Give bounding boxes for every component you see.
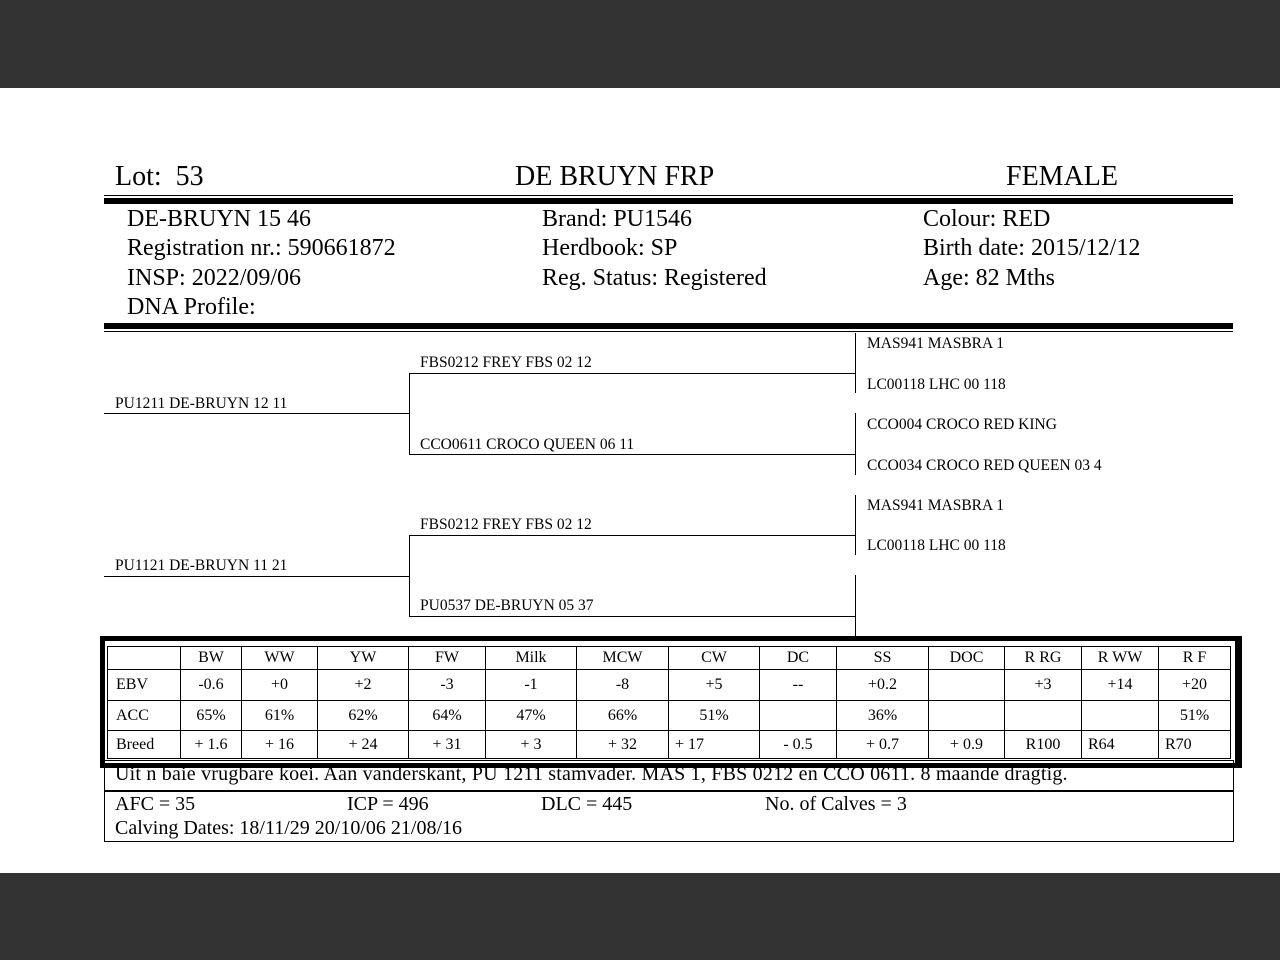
breed-cell: R70 bbox=[1159, 731, 1231, 759]
pedigree-line bbox=[855, 333, 856, 393]
pedigree-line bbox=[409, 535, 410, 617]
breed-cell: + 3 bbox=[486, 731, 577, 759]
pedigree-sire: PU1211 DE-BRUYN 12 11 bbox=[115, 395, 288, 412]
ebv-cell: +0.2 bbox=[837, 670, 929, 701]
ebv-cell: -0.6 bbox=[181, 670, 242, 701]
acc-row-label: ACC bbox=[108, 701, 181, 731]
comment-text: Uit n baie vrugbare koei. Aan vanderskant, PU 1211 stamvader. MAS 1, FBS 0212 en CCO 0611. 8 maande dragtig. bbox=[115, 763, 1068, 785]
breed-cell: + 16 bbox=[242, 731, 318, 759]
lot-label bbox=[115, 161, 204, 193]
registration-status: Reg. Status: Registered bbox=[542, 265, 767, 291]
pedigree-ds-dam: LC00118 LHC 00 118 bbox=[867, 537, 1006, 554]
ebv-header-cell: FW bbox=[409, 647, 486, 670]
info-thick-rule bbox=[104, 323, 1233, 329]
breed-cell: + 0.9 bbox=[929, 731, 1005, 759]
acc-cell: 61% bbox=[242, 701, 318, 731]
pedigree-line bbox=[104, 576, 409, 577]
ebv-header-cell: R WW bbox=[1082, 647, 1159, 670]
pedigree-sd-sire: CCO004 CROCO RED KING bbox=[867, 416, 1057, 433]
ebv-cell: +14 bbox=[1082, 670, 1159, 701]
lot-number: 53 bbox=[175, 161, 204, 192]
viewer-bottom-bar bbox=[0, 873, 1280, 960]
acc-cell: 64% bbox=[409, 701, 486, 731]
pedigree-dam-sire: FBS0212 FREY FBS 02 12 bbox=[420, 516, 592, 533]
breed-row bbox=[108, 731, 1231, 759]
pedigree-sire-dam: CCO0611 CROCO QUEEN 06 11 bbox=[420, 436, 635, 453]
pedigree-line bbox=[409, 616, 855, 617]
ebv-cell: -1 bbox=[486, 670, 577, 701]
ebv-header-cell: Milk bbox=[486, 647, 577, 670]
acc-row bbox=[108, 701, 1231, 731]
pedigree-line bbox=[855, 495, 856, 555]
breed-row-label: Breed bbox=[108, 731, 181, 759]
colour: Colour: RED bbox=[923, 206, 1051, 232]
dlc-value: DLC = 445 bbox=[541, 793, 633, 815]
ebv-cell: +5 bbox=[669, 670, 760, 701]
ebv-header-cell: R RG bbox=[1005, 647, 1082, 670]
ebv-table bbox=[107, 646, 1231, 759]
ebv-cell: -3 bbox=[409, 670, 486, 701]
ebv-header-cell: CW bbox=[669, 647, 760, 670]
animal-name: DE-BRUYN 15 46 bbox=[127, 206, 311, 232]
ebv-header-cell: BW bbox=[181, 647, 242, 670]
viewer-top-bar bbox=[0, 0, 1280, 88]
ebv-cell: +2 bbox=[318, 670, 409, 701]
pedigree-dam-dam: PU0537 DE-BRUYN 05 37 bbox=[420, 597, 594, 614]
pedigree-line bbox=[409, 454, 855, 455]
ebv-header-cell: MCW bbox=[577, 647, 669, 670]
dna-profile: DNA Profile: bbox=[127, 294, 256, 320]
ebv-cell: -8 bbox=[577, 670, 669, 701]
breed-cell: + 0.7 bbox=[837, 731, 929, 759]
header-thick-rule bbox=[104, 198, 1233, 204]
calving-dates: Calving Dates: 18/11/29 20/10/06 21/08/16 bbox=[115, 817, 463, 839]
ebv-cell: +20 bbox=[1159, 670, 1231, 701]
pedigree-sd-dam: CCO034 CROCO RED QUEEN 03 4 bbox=[867, 457, 1102, 474]
acc-cell: 65% bbox=[181, 701, 242, 731]
ebv-row bbox=[108, 670, 1231, 701]
breed-cell: R64 bbox=[1082, 731, 1159, 759]
ebv-header-cell bbox=[108, 647, 181, 670]
acc-cell: 36% bbox=[837, 701, 929, 731]
acc-cell: 51% bbox=[1159, 701, 1231, 731]
info-thin-rule bbox=[104, 331, 1233, 332]
pedigree-line bbox=[104, 413, 409, 414]
afc-value: AFC = 35 bbox=[115, 793, 196, 815]
ebv-cell: +0 bbox=[242, 670, 318, 701]
sex-label: FEMALE bbox=[1006, 161, 1118, 192]
ebv-header-cell: R F bbox=[1159, 647, 1231, 670]
registration-number: Registration nr.: 590661872 bbox=[127, 235, 396, 261]
calves-count: No. of Calves = 3 bbox=[765, 793, 907, 815]
pedigree-line bbox=[409, 373, 410, 455]
breed-cell: R100 bbox=[1005, 731, 1082, 759]
breed-cell: + 31 bbox=[409, 731, 486, 759]
birth-date: Birth date: 2015/12/12 bbox=[923, 235, 1141, 261]
breed-cell: + 24 bbox=[318, 731, 409, 759]
breeder-name: DE BRUYN FRP bbox=[515, 161, 715, 192]
pedigree-sire-sire: FBS0212 FREY FBS 02 12 bbox=[420, 354, 592, 371]
ebv-row-label: EBV bbox=[108, 670, 181, 701]
pedigree-ss-sire: MAS941 MASBRA 1 bbox=[867, 335, 1004, 352]
ebv-cell bbox=[929, 670, 1005, 701]
breed-cell: + 1.6 bbox=[181, 731, 242, 759]
header-thin-rule bbox=[104, 195, 1233, 196]
ebv-cell: +3 bbox=[1005, 670, 1082, 701]
pedigree-dam: PU1121 DE-BRUYN 11 21 bbox=[115, 557, 288, 574]
pedigree-line bbox=[855, 575, 856, 637]
pedigree-line bbox=[855, 413, 856, 475]
icp-value: ICP = 496 bbox=[347, 793, 429, 815]
herdbook: Herdbook: SP bbox=[542, 235, 678, 261]
ebv-header-row bbox=[108, 647, 1231, 670]
age: Age: 82 Mths bbox=[923, 265, 1055, 291]
breed-cell: + 32 bbox=[577, 731, 669, 759]
acc-cell bbox=[1082, 701, 1159, 731]
pedigree-ss-dam: LC00118 LHC 00 118 bbox=[867, 376, 1006, 393]
lot-label-text: Lot: bbox=[115, 161, 162, 192]
acc-cell: 51% bbox=[669, 701, 760, 731]
ebv-cell: -- bbox=[760, 670, 837, 701]
ebv-header-cell: WW bbox=[242, 647, 318, 670]
acc-cell bbox=[1005, 701, 1082, 731]
pedigree-line bbox=[409, 535, 855, 536]
ebv-header-cell: DC bbox=[760, 647, 837, 670]
acc-cell bbox=[760, 701, 837, 731]
acc-cell: 62% bbox=[318, 701, 409, 731]
acc-cell: 47% bbox=[486, 701, 577, 731]
breed-cell: - 0.5 bbox=[760, 731, 837, 759]
breed-cell: + 17 bbox=[669, 731, 760, 759]
brand: Brand: PU1546 bbox=[542, 206, 692, 232]
ebv-header-cell: DOC bbox=[929, 647, 1005, 670]
pedigree-line bbox=[409, 373, 855, 374]
acc-cell: 66% bbox=[577, 701, 669, 731]
ebv-header-cell: YW bbox=[318, 647, 409, 670]
pedigree-ds-sire: MAS941 MASBRA 1 bbox=[867, 497, 1004, 514]
acc-cell bbox=[929, 701, 1005, 731]
inspection-date: INSP: 2022/09/06 bbox=[127, 265, 302, 291]
ebv-header-cell: SS bbox=[837, 647, 929, 670]
